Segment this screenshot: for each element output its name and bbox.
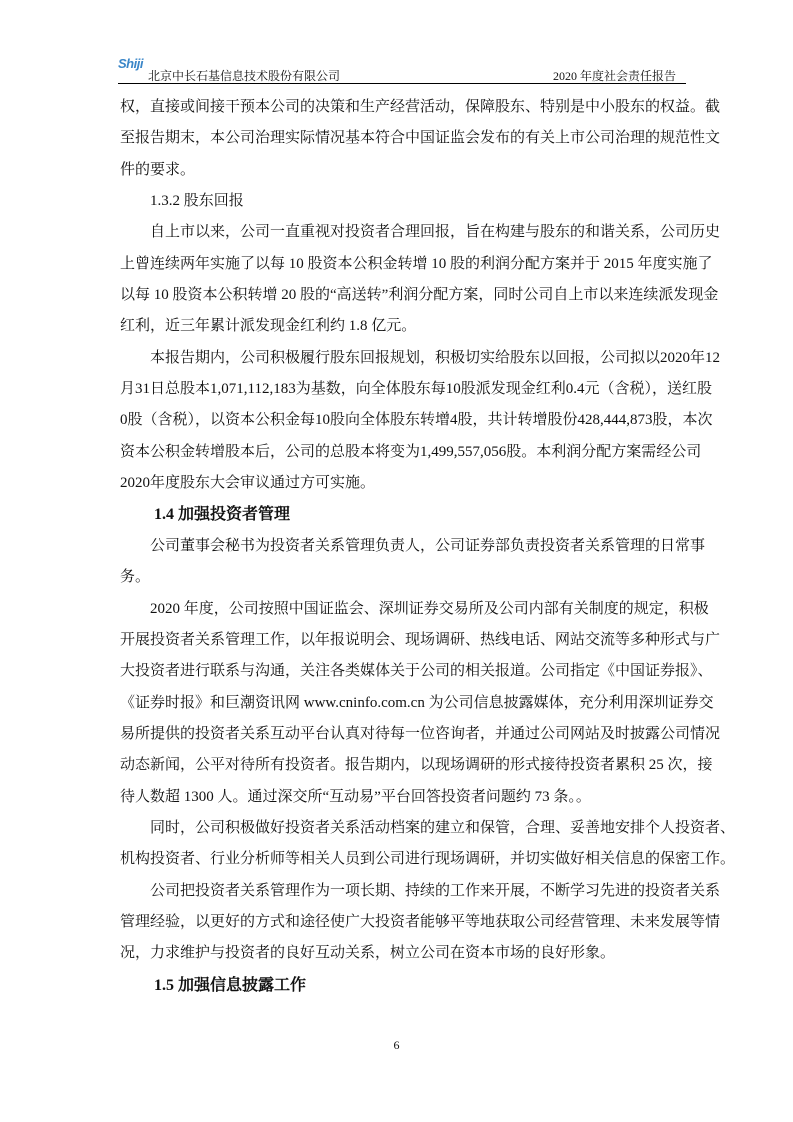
text-line: 2020年度股东大会审议通过方可实施。	[120, 475, 376, 492]
document-body	[120, 92, 736, 1001]
text-line: 红利，近三年累计派发现金红利约 1.8 亿元。	[120, 318, 417, 335]
text-line: 况，力求维护与投资者的良好互动关系，树立公司在资本市场的良好形象。	[120, 945, 616, 962]
text-line: 至报告期末，本公司治理实际情况基本符合中国证监会发布的有关上市公司治理的规范性文	[120, 130, 721, 147]
text-line: 开展投资者关系管理工作，以年报说明会、现场调研、热线电话、网站交流等多种形式与广	[120, 631, 721, 648]
text-line: 大投资者进行联系与沟通，关注各类媒体关于公司的相关报道。公司指定《中国证券报》、	[120, 663, 713, 680]
text-line: 务。	[120, 569, 151, 586]
text-line: 管理经验，以更好的方式和途径使广大投资者能够平等地获取公司经营管理、未来发展等情	[120, 913, 721, 930]
text-line: 月31日总股本1,071,112,183为基数，向全体股东每10股派发现金红利0.4元（含税），送红股	[120, 381, 712, 398]
text-line: 权，直接或间接干预本公司的决策和生产经营活动，保障股东、特别是中小股东的权益。截	[120, 99, 721, 115]
page-number: 6	[393, 1038, 400, 1052]
section-heading: 1.5 加强信息披露工作	[154, 976, 307, 994]
section-heading: 1.4 加强投资者管理	[154, 506, 291, 524]
text-line: 《证券时报》和巨潮资讯网 www.cninfo.com.cn 为公司信息披露媒体，充分利用深圳证券交	[120, 694, 714, 711]
company-logo: Shiji	[118, 56, 143, 71]
text-line: 公司董事会秘书为投资者关系管理负责人，公司证券部负责投资者关系管理的日常事	[150, 537, 706, 554]
text-line: 自上市以来，公司一直重视对投资者合理回报，旨在构建与股东的和谐关系，公司历史	[150, 224, 721, 241]
text-line: 公司把投资者关系管理作为一项长期、持续的工作来开展，不断学习先进的投资者关系	[150, 882, 721, 899]
text-line: 件的要求。	[120, 161, 196, 178]
company-name: 北京中长石基信息技术股份有限公司	[148, 69, 341, 83]
text-line: 0股（含税），以资本公积金每10股向全体股东转增4股，共计转增股份428,444,873股，本次	[120, 412, 713, 429]
text-line: 待人数超 1300 人。通过深交所“互动易”平台回答投资者问题约 73 条。。	[120, 788, 591, 805]
text-line: 资本公积金转增股本后，公司的总股本将变为1,499,557,056股。本利润分配方案需经公司	[120, 443, 702, 460]
text-line: 易所提供的投资者关系互动平台认真对待每一位咨询者，并通过公司网站及时披露公司情况	[120, 725, 721, 742]
text-line: 2020 年度，公司按照中国证监会、深圳证券交易所及公司内部有关制度的规定，积极	[150, 600, 709, 617]
subsection-heading: 1.3.2 股东回报	[150, 193, 244, 210]
text-line: 上曾连续两年实施了以每 10 股资本公积金转增 10 股的利润分配方案并于 2015 年度实施了	[120, 255, 713, 272]
report-title: 2020 年度社会责任报告	[552, 69, 676, 83]
text-line: 机构投资者、行业分析师等相关人员到公司进行现场调研，并切实做好相关信息的保密工作。	[120, 851, 736, 868]
text-line: 动态新闻，公平对待所有投资者。报告期内，以现场调研的形式接待投资者累积 25 次，接	[120, 757, 713, 774]
text-line: 同时，公司积极做好投资者关系活动档案的建立和保管，合理、妥善地安排个人投资者、	[150, 819, 736, 836]
page-header	[118, 56, 686, 84]
text-line: 本报告期内，公司积极履行股东回报规划，积极切实给股东以回报，公司拟以2020年12	[150, 349, 721, 366]
text-line: 以每 10 股资本公积转增 20 股的“高送转”利润分配方案，同时公司自上市以来连续派发现金	[120, 287, 719, 304]
